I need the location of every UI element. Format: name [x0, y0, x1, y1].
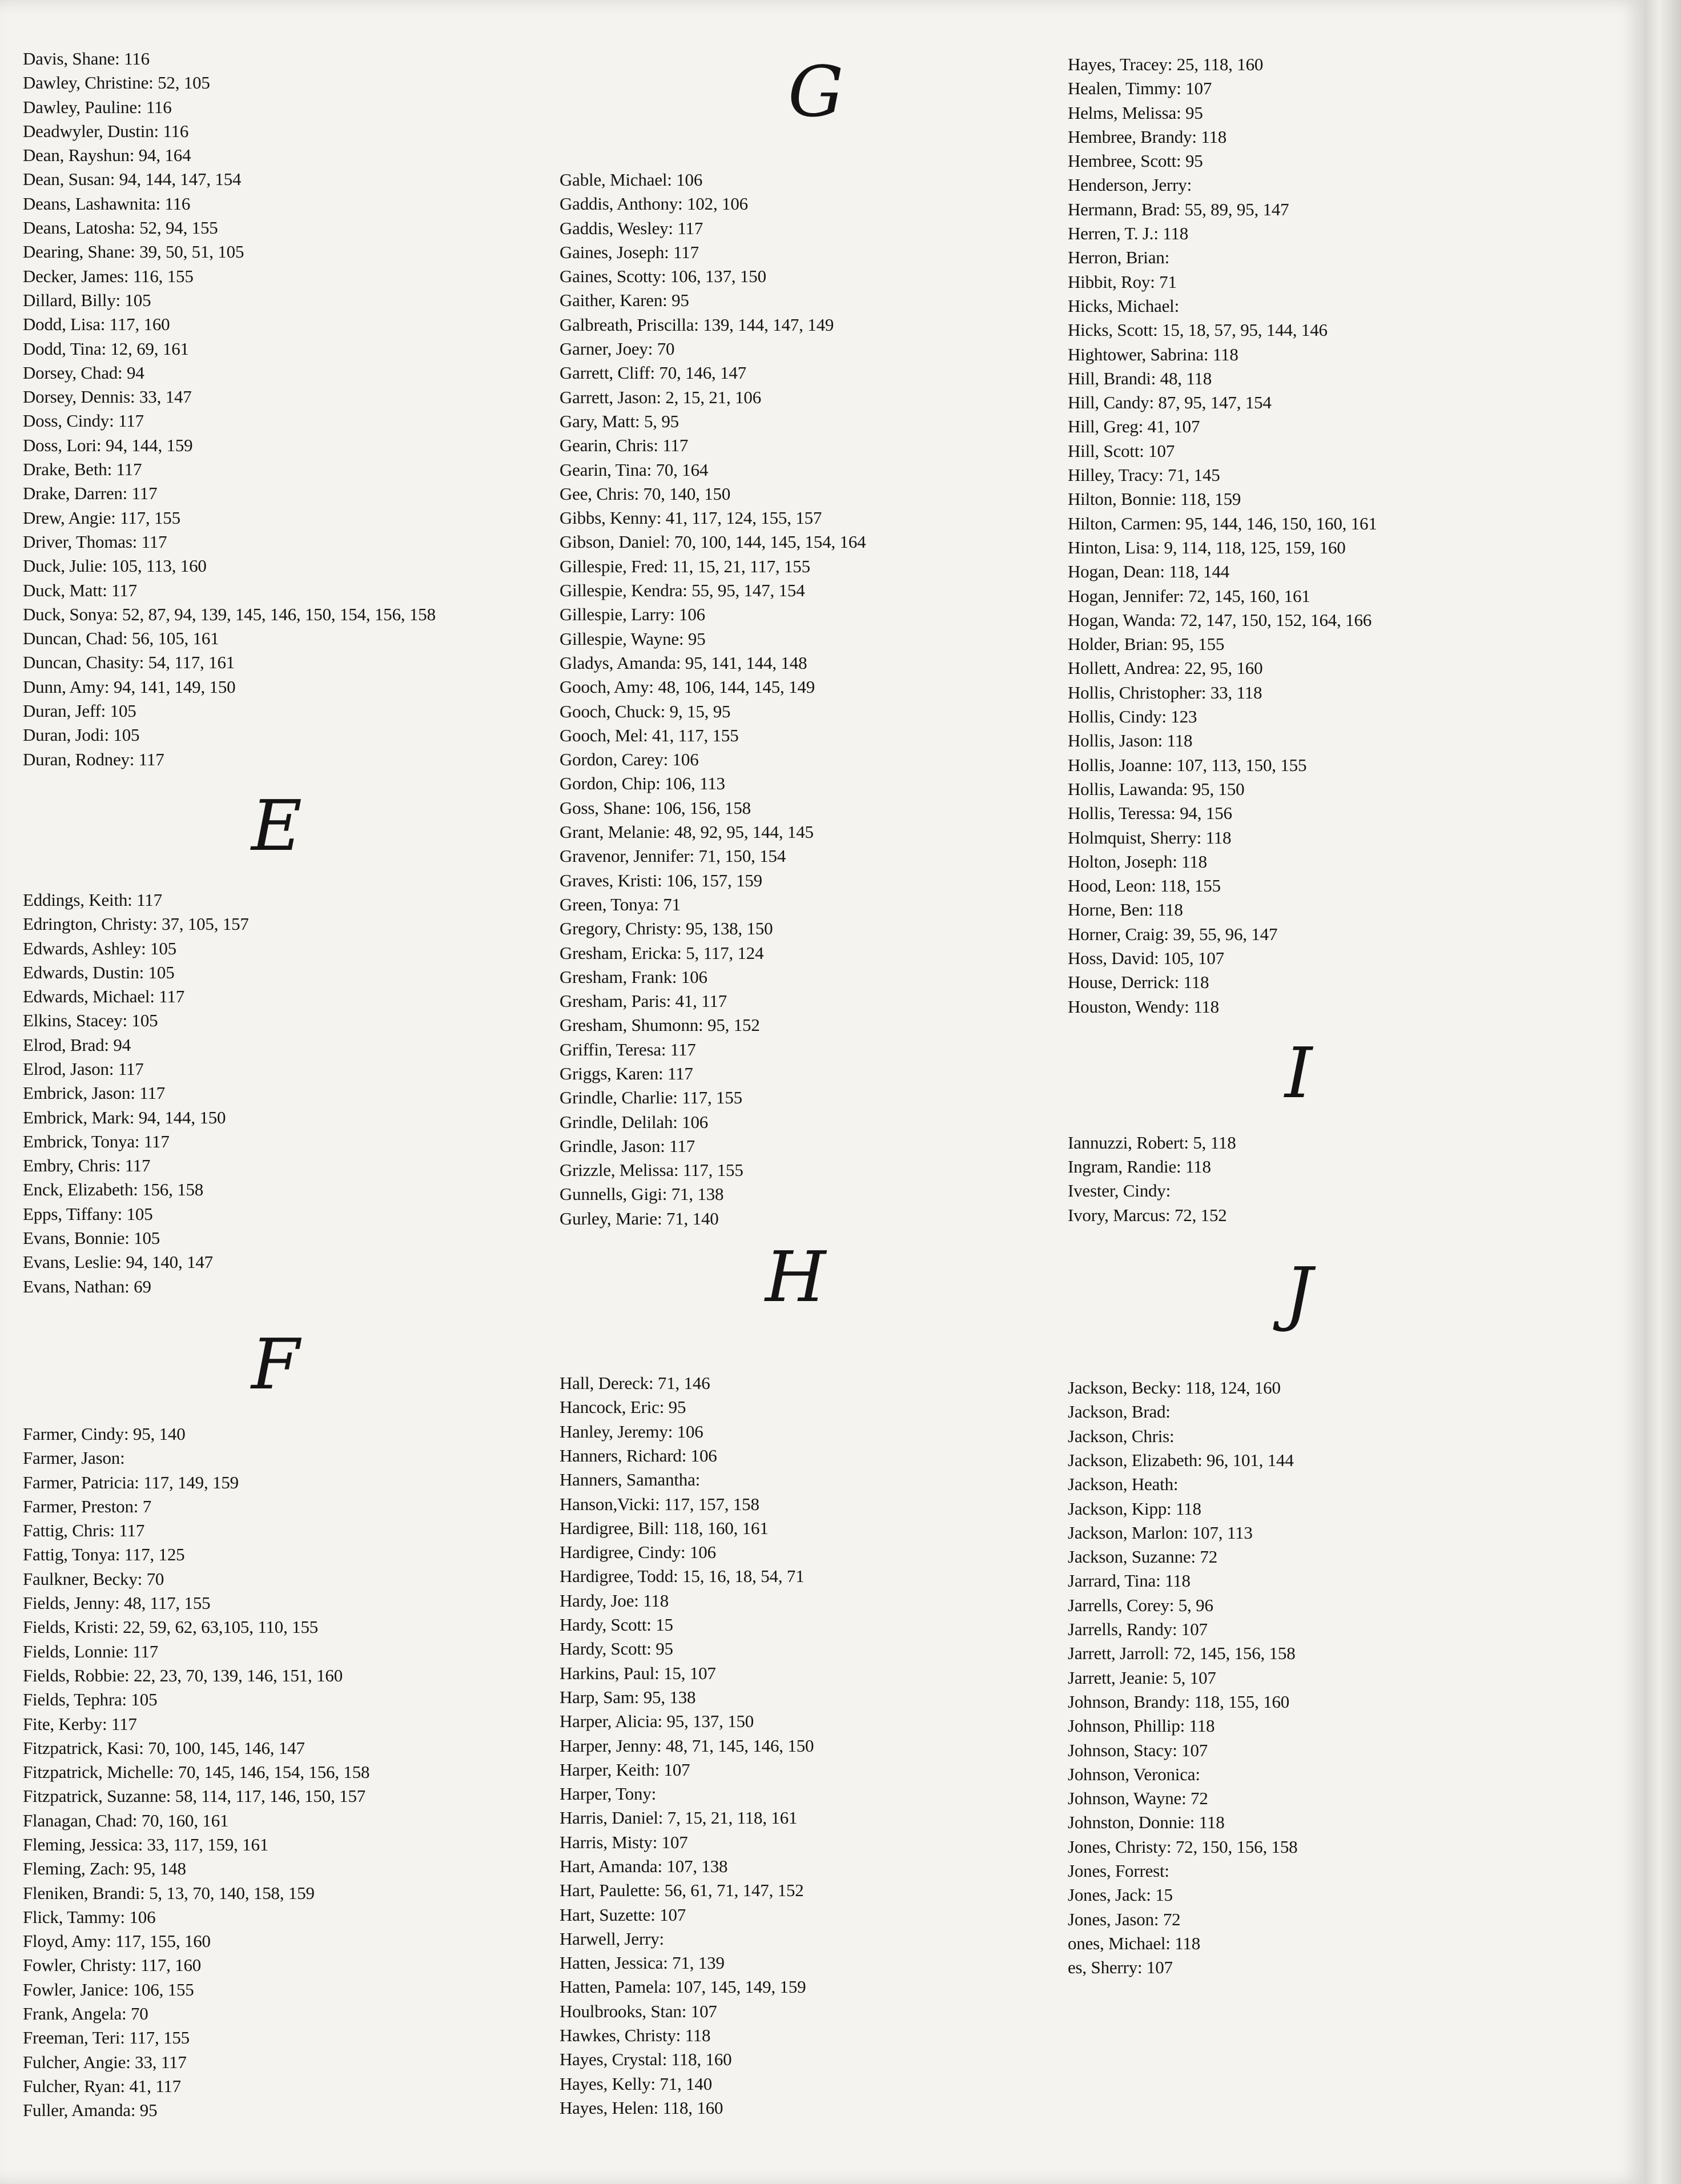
- index-entry: Jackson, Chris:: [1068, 1426, 1175, 1446]
- index-entry: Hollis, Lawanda: 95, 150: [1068, 778, 1245, 799]
- index-entry: Hollis, Christopher: 33, 118: [1068, 682, 1262, 702]
- index-entry: Harris, Misty: 107: [560, 1832, 688, 1852]
- index-entry: Evans, Leslie: 94, 140, 147: [23, 1252, 213, 1272]
- index-entry: Hanley, Jeremy: 106: [560, 1421, 703, 1442]
- index-entry: Duran, Rodney: 117: [23, 749, 164, 769]
- index-entry: Dodd, Lisa: 117, 160: [23, 314, 170, 335]
- index-entry: Hilley, Tracy: 71, 145: [1068, 465, 1220, 485]
- index-entry: Hinton, Lisa: 9, 114, 118, 125, 159, 160: [1068, 537, 1346, 557]
- index-entry: Gibson, Daniel: 70, 100, 144, 145, 154, 164: [560, 532, 866, 552]
- index-entry: Gillespie, Fred: 11, 15, 21, 117, 155: [560, 556, 810, 576]
- index-entry: Jarrells, Randy: 107: [1068, 1619, 1208, 1640]
- index-entry: Hood, Leon: 118, 155: [1068, 876, 1221, 896]
- index-entry: Gillespie, Kendra: 55, 95, 147, 154: [560, 580, 805, 601]
- index-entry: Elkins, Stacey: 105: [23, 1010, 158, 1031]
- index-entry: Duck, Julie: 105, 113, 160: [23, 556, 207, 576]
- section-h: [560, 1371, 1073, 2120]
- index-entry: Jackson, Heath:: [1068, 1474, 1179, 1495]
- index-entry: Evans, Nathan: 69: [23, 1276, 151, 1296]
- index-entry: Fields, Jenny: 48, 117, 155: [23, 1593, 211, 1613]
- index-entry: Johnson, Phillip: 118: [1068, 1716, 1215, 1736]
- index-entry: Gooch, Chuck: 9, 15, 95: [560, 701, 731, 721]
- index-entry: Hill, Scott: 107: [1068, 440, 1175, 461]
- index-entry: Dean, Rayshun: 94, 164: [23, 145, 191, 166]
- index-entry: Johnson, Veronica:: [1068, 1764, 1200, 1784]
- index-entry: Hightower, Sabrina: 118: [1068, 344, 1238, 364]
- index-entry: Harper, Keith: 107: [560, 1759, 690, 1780]
- index-entry: Edwards, Ashley: 105: [23, 938, 176, 958]
- index-entry: Dean, Susan: 94, 144, 147, 154: [23, 169, 242, 190]
- index-entry: Fitzpatrick, Suzanne: 58, 114, 117, 146, 150, 157: [23, 1786, 366, 1806]
- index-entry: Johnson, Stacy: 107: [1068, 1740, 1208, 1760]
- index-entry: Fattig, Tonya: 117, 125: [23, 1544, 185, 1565]
- index-entry: Edwards, Michael: 117: [23, 986, 185, 1007]
- index-entry: Fulcher, Ryan: 41, 117: [23, 2075, 181, 2096]
- index-entry: Jackson, Marlon: 107, 113: [1068, 1522, 1253, 1543]
- index-entry: Helms, Melissa: 95: [1068, 102, 1203, 123]
- index-entry: Duck, Sonya: 52, 87, 94, 139, 145, 146, 150, 154, 156, 158: [23, 604, 436, 624]
- index-entry: Doss, Cindy: 117: [23, 411, 144, 431]
- index-entry: Fleming, Zach: 95, 148: [23, 1858, 186, 1879]
- section-g: [560, 168, 1073, 1231]
- index-entry: Hatten, Jessica: 71, 139: [560, 1953, 725, 1973]
- index-entry: Embrick, Tonya: 117: [23, 1131, 170, 1151]
- index-entry: Hatten, Pamela: 107, 145, 149, 159: [560, 1977, 806, 1997]
- index-entry: Duncan, Chad: 56, 105, 161: [23, 628, 219, 649]
- index-entry: Hollis, Jason: 118: [1068, 730, 1193, 751]
- index-entry: Deadwyler, Dustin: 116: [23, 121, 189, 141]
- index-column-2: [560, 53, 1073, 2120]
- index-entry: Hart, Suzette: 107: [560, 1904, 686, 1925]
- index-entry: Hart, Paulette: 56, 61, 71, 147, 152: [560, 1880, 804, 1901]
- index-entry: Hardigree, Bill: 118, 160, 161: [560, 1517, 769, 1538]
- section-e: [23, 888, 537, 1299]
- index-entry: Hicks, Michael:: [1068, 295, 1180, 316]
- index-entry: Hanners, Samantha:: [560, 1470, 701, 1490]
- index-entry: Fitzpatrick, Kasi: 70, 100, 145, 146, 147: [23, 1737, 305, 1758]
- index-entry: Dearing, Shane: 39, 50, 51, 105: [23, 242, 244, 262]
- index-entry: Davis, Shane: 116: [23, 49, 150, 69]
- index-entry: Hayes, Tracey: 25, 118, 160: [1068, 54, 1264, 74]
- index-entry: Jarrard, Tina: 118: [1068, 1571, 1191, 1591]
- index-entry: Hembree, Scott: 95: [1068, 151, 1203, 171]
- page-edge: [1644, 0, 1681, 2184]
- index-entry: Grindle, Jason: 117: [560, 1135, 695, 1156]
- index-entry: Farmer, Patricia: 117, 149, 159: [23, 1472, 239, 1492]
- index-entry: Gaddis, Wesley: 117: [560, 218, 703, 238]
- index-entry: Gooch, Mel: 41, 117, 155: [560, 725, 739, 745]
- letter-heading-f: F: [251, 1323, 300, 1405]
- index-entry: Fields, Lonnie: 117: [23, 1641, 159, 1661]
- index-entry: Hawkes, Christy: 118: [560, 2025, 711, 2046]
- index-entry: Griffin, Teresa: 117: [560, 1039, 696, 1059]
- index-entry: Hanners, Richard: 106: [560, 1445, 717, 1466]
- index-entry: Gresham, Shumonn: 95, 152: [560, 1015, 760, 1035]
- index-entry: Holder, Brian: 95, 155: [1068, 634, 1225, 655]
- letter-heading-j: J: [1285, 1252, 1313, 1334]
- index-entry: ones, Michael: 118: [1068, 1933, 1201, 1953]
- index-entry: Drake, Darren: 117: [23, 483, 158, 504]
- index-entry: Fowler, Janice: 106, 155: [23, 1979, 194, 2000]
- index-entry: Harper, Jenny: 48, 71, 145, 146, 150: [560, 1735, 814, 1756]
- index-entry: Deans, Lashawnita: 116: [23, 193, 191, 214]
- index-entry: Hollis, Teressa: 94, 156: [1068, 803, 1232, 824]
- index-entry: Fowler, Christy: 117, 160: [23, 1955, 202, 1976]
- index-entry: Hollis, Joanne: 107, 113, 150, 155: [1068, 754, 1307, 775]
- index-entry: Gurley, Marie: 71, 140: [560, 1208, 719, 1228]
- index-entry: Harkins, Paul: 15, 107: [560, 1663, 716, 1683]
- letter-heading-h: H: [765, 1236, 826, 1318]
- index-entry: Jackson, Elizabeth: 96, 101, 144: [1068, 1450, 1294, 1470]
- index-entry: Hardy, Joe: 118: [560, 1590, 669, 1611]
- index-entry: Fattig, Chris: 117: [23, 1520, 145, 1541]
- index-entry: Duran, Jodi: 105: [23, 725, 140, 745]
- index-entry: Johnston, Donnie: 118: [1068, 1812, 1225, 1833]
- index-entry: Griggs, Karen: 117: [560, 1063, 693, 1083]
- index-entry: House, Derrick: 118: [1068, 972, 1209, 993]
- letter-heading-e: E: [251, 785, 303, 866]
- index-entry: Gillespie, Larry: 106: [560, 604, 705, 625]
- index-entry: Gearin, Chris: 117: [560, 435, 689, 456]
- index-entry: Houlbrooks, Stan: 107: [560, 2001, 717, 2021]
- index-entry: Herren, T. J.: 118: [1068, 223, 1189, 244]
- index-entry: Jarrett, Jeanie: 5, 107: [1068, 1667, 1216, 1688]
- index-entry: Dodd, Tina: 12, 69, 161: [23, 338, 189, 359]
- index-entry: Gooch, Amy: 48, 106, 144, 145, 149: [560, 677, 815, 697]
- index-entry: Frank, Angela: 70: [23, 2004, 148, 2024]
- index-entry: Grindle, Delilah: 106: [560, 1111, 709, 1132]
- letter-heading-i: I: [1285, 1032, 1313, 1114]
- index-entry: Jones, Jack: 15: [1068, 1885, 1173, 1905]
- index-entry: Gresham, Frank: 106: [560, 966, 707, 987]
- index-entry: Jackson, Kipp: 118: [1068, 1498, 1201, 1519]
- index-entry: Jones, Jason: 72: [1068, 1909, 1181, 1929]
- index-entry: Harper, Alicia: 95, 137, 150: [560, 1711, 754, 1732]
- index-entry: Garner, Joey: 70: [560, 339, 675, 359]
- index-entry: Hembree, Brandy: 118: [1068, 126, 1227, 147]
- index-entry: Gregory, Christy: 95, 138, 150: [560, 918, 773, 939]
- index-entry: Drew, Angie: 117, 155: [23, 507, 180, 528]
- index-entry: Gresham, Paris: 41, 117: [560, 991, 727, 1011]
- index-entry: Harp, Sam: 95, 138: [560, 1687, 696, 1707]
- index-entry: Gibbs, Kenny: 41, 117, 124, 155, 157: [560, 508, 822, 528]
- index-entry: Hicks, Scott: 15, 18, 57, 95, 144, 146: [1068, 320, 1328, 340]
- index-entry: Galbreath, Priscilla: 139, 144, 147, 149: [560, 314, 834, 335]
- index-entry: Grindle, Charlie: 117, 155: [560, 1087, 742, 1108]
- index-entry: Jones, Christy: 72, 150, 156, 158: [1068, 1836, 1298, 1857]
- index-entry: Iannuzzi, Robert: 5, 118: [1068, 1132, 1236, 1153]
- letter-heading-g: G: [788, 51, 844, 133]
- index-entry: Hayes, Kelly: 71, 140: [560, 2073, 713, 2094]
- index-entry: Farmer, Cindy: 95, 140: [23, 1423, 186, 1444]
- index-entry: Ivester, Cindy:: [1068, 1181, 1171, 1201]
- index-entry: Decker, James: 116, 155: [23, 266, 194, 286]
- index-entry: Freeman, Teri: 117, 155: [23, 2028, 190, 2048]
- index-entry: Fite, Kerby: 117: [23, 1713, 137, 1734]
- index-entry: Fulcher, Angie: 33, 117: [23, 2051, 187, 2072]
- index-entry: Hogan, Jennifer: 72, 145, 160, 161: [1068, 585, 1310, 606]
- index-entry: Harper, Tony:: [560, 1784, 657, 1804]
- index-entry: Hardy, Scott: 15: [560, 1615, 673, 1635]
- index-entry: Dillard, Billy: 105: [23, 290, 151, 310]
- index-entry: Drake, Beth: 117: [23, 459, 142, 480]
- index-entry: Embry, Chris: 117: [23, 1155, 151, 1176]
- index-entry: Herron, Brian:: [1068, 247, 1169, 268]
- index-entry: Hayes, Helen: 118, 160: [560, 2097, 723, 2118]
- index-entry: Evans, Bonnie: 105: [23, 1228, 160, 1248]
- index-entry: Gunnells, Gigi: 71, 138: [560, 1184, 724, 1205]
- index-entry: Goss, Shane: 106, 156, 158: [560, 797, 751, 818]
- index-entry: Fields, Robbie: 22, 23, 70, 139, 146, 151, 160: [23, 1665, 343, 1685]
- index-entry: Hart, Amanda: 107, 138: [560, 1856, 728, 1876]
- index-entry: Fitzpatrick, Michelle: 70, 145, 146, 154, 156, 158: [23, 1762, 370, 1782]
- index-entry: Faulkner, Becky: 70: [23, 1568, 164, 1589]
- index-entry: Hollett, Andrea: 22, 95, 160: [1068, 658, 1263, 679]
- index-column-3: [1068, 53, 1582, 1980]
- index-entry: Gillespie, Wayne: 95: [560, 628, 706, 649]
- index-entry: Driver, Thomas: 117: [23, 531, 167, 552]
- index-entry: Holton, Joseph: 118: [1068, 851, 1207, 872]
- index-entry: Hoss, David: 105, 107: [1068, 948, 1224, 968]
- index-entry: Gary, Matt: 5, 95: [560, 411, 679, 431]
- index-entry: Jackson, Becky: 118, 124, 160: [1068, 1378, 1281, 1398]
- index-entry: Hill, Greg: 41, 107: [1068, 416, 1200, 437]
- index-entry: Fuller, Amanda: 95: [23, 2100, 158, 2121]
- index-entry: Edwards, Dustin: 105: [23, 962, 175, 982]
- index-entry: Dawley, Pauline: 116: [23, 97, 172, 117]
- index-entry: Duck, Matt: 117: [23, 580, 137, 600]
- section-i: [1068, 1131, 1582, 1227]
- index-entry: Henderson, Jerry:: [1068, 175, 1192, 195]
- index-column-1: [23, 47, 537, 2123]
- index-entry: Edrington, Christy: 37, 105, 157: [23, 914, 249, 934]
- index-entry: Fields, Tephra: 105: [23, 1689, 158, 1710]
- index-entry: Elrod, Jason: 117: [23, 1058, 144, 1079]
- index-entry: Gladys, Amanda: 95, 141, 144, 148: [560, 652, 807, 673]
- index-entry: Gee, Chris: 70, 140, 150: [560, 483, 731, 504]
- index-entry: Embrick, Mark: 94, 144, 150: [23, 1107, 226, 1127]
- index-entry: Hogan, Dean: 118, 144: [1068, 561, 1230, 582]
- index-entry: Dunn, Amy: 94, 141, 149, 150: [23, 676, 236, 697]
- index-entry: Horne, Ben: 118: [1068, 900, 1183, 920]
- index-entry: Farmer, Preston: 7: [23, 1496, 152, 1516]
- index-entry: Garrett, Cliff: 70, 146, 147: [560, 363, 747, 383]
- index-entry: Hardy, Scott: 95: [560, 1639, 673, 1659]
- index-entry: Hibbit, Roy: 71: [1068, 271, 1177, 292]
- index-entry: Dorsey, Dennis: 33, 147: [23, 387, 192, 407]
- index-entry: Hardigree, Cindy: 106: [560, 1542, 716, 1563]
- index-entry: Hilton, Bonnie: 118, 159: [1068, 489, 1241, 509]
- index-entry: Hardigree, Todd: 15, 16, 18, 54, 71: [560, 1566, 805, 1587]
- index-entry: Hogan, Wanda: 72, 147, 150, 152, 164, 166: [1068, 609, 1372, 630]
- index-entry: Gaines, Joseph: 117: [560, 242, 699, 262]
- index-entry: Jones, Forrest:: [1068, 1861, 1169, 1881]
- index-entry: Gordon, Carey: 106: [560, 749, 699, 770]
- index-entry: Embrick, Jason: 117: [23, 1083, 166, 1103]
- index-entry: Hilton, Carmen: 95, 144, 146, 150, 160, 161: [1068, 513, 1377, 533]
- index-entry: Ingram, Randie: 118: [1068, 1157, 1211, 1177]
- index-entry: Deans, Latosha: 52, 94, 155: [23, 218, 218, 238]
- index-entry: Flanagan, Chad: 70, 160, 161: [23, 1810, 229, 1830]
- index-entry: Floyd, Amy: 117, 155, 160: [23, 1931, 211, 1952]
- index-entry: Healen, Timmy: 107: [1068, 78, 1212, 99]
- section-f: [23, 1422, 537, 2123]
- index-entry: Hanson,Vicki: 117, 157, 158: [560, 1494, 759, 1514]
- section-h-continued: [1068, 53, 1582, 1019]
- index-entry: Eddings, Keith: 117: [23, 889, 162, 910]
- index-entry: Gearin, Tina: 70, 164: [560, 459, 709, 480]
- index-entry: Flick, Tammy: 106: [23, 1906, 156, 1927]
- index-entry: Johnson, Wayne: 72: [1068, 1788, 1208, 1809]
- index-entry: Green, Tonya: 71: [560, 894, 681, 914]
- index-entry: Hermann, Brad: 55, 89, 95, 147: [1068, 199, 1289, 219]
- index-entry: Harris, Daniel: 7, 15, 21, 118, 161: [560, 1808, 798, 1828]
- index-entry: Houston, Wendy: 118: [1068, 996, 1219, 1017]
- section-j: [1068, 1376, 1582, 1980]
- index-entry: Doss, Lori: 94, 144, 159: [23, 435, 193, 455]
- index-entry: Holmquist, Sherry: 118: [1068, 827, 1232, 848]
- index-entry: Grant, Melanie: 48, 92, 95, 144, 145: [560, 822, 814, 842]
- index-entry: Gaddis, Anthony: 102, 106: [560, 194, 748, 214]
- index-entry: Gresham, Ericka: 5, 117, 124: [560, 942, 764, 963]
- index-entry: Hayes, Crystal: 118, 160: [560, 2049, 732, 2070]
- index-entry: Gable, Michael: 106: [560, 170, 703, 190]
- section-d-continued: [23, 47, 537, 772]
- index-entry: Hill, Candy: 87, 95, 147, 154: [1068, 392, 1272, 413]
- index-entry: Epps, Tiffany: 105: [23, 1203, 153, 1224]
- index-entry: Horner, Craig: 39, 55, 96, 147: [1068, 924, 1278, 944]
- index-entry: Grizzle, Melissa: 117, 155: [560, 1160, 743, 1181]
- index-entry: Harwell, Jerry:: [560, 1928, 664, 1949]
- index-entry: Duran, Jeff: 105: [23, 701, 136, 721]
- index-entry: Jarrells, Corey: 5, 96: [1068, 1595, 1213, 1615]
- index-entry: Hancock, Eric: 95: [560, 1397, 686, 1418]
- index-entry: Gravenor, Jennifer: 71, 150, 154: [560, 846, 786, 866]
- index-entry: Johnson, Brandy: 118, 155, 160: [1068, 1691, 1290, 1712]
- index-entry: Dawley, Christine: 52, 105: [23, 73, 210, 93]
- index-entry: Jackson, Brad:: [1068, 1402, 1171, 1422]
- index-entry: Duncan, Chasity: 54, 117, 161: [23, 652, 235, 673]
- index-entry: Fleming, Jessica: 33, 117, 159, 161: [23, 1834, 269, 1854]
- index-entry: Gaither, Karen: 95: [560, 290, 689, 311]
- index-entry: Garrett, Jason: 2, 15, 21, 106: [560, 387, 762, 407]
- index-entry: Jarrett, Jarroll: 72, 145, 156, 158: [1068, 1643, 1296, 1664]
- index-entry: Graves, Kristi: 106, 157, 159: [560, 870, 762, 890]
- index-entry: Hill, Brandi: 48, 118: [1068, 368, 1212, 388]
- index-entry: Jackson, Suzanne: 72: [1068, 1547, 1218, 1567]
- index-entry: Hollis, Cindy: 123: [1068, 706, 1197, 727]
- index-entry: Hall, Dereck: 71, 146: [560, 1373, 710, 1394]
- index-entry: es, Sherry: 107: [1068, 1957, 1173, 1978]
- index-entry: Dorsey, Chad: 94: [23, 362, 144, 383]
- index-entry: Gaines, Scotty: 106, 137, 150: [560, 266, 766, 287]
- index-entry: Fleniken, Brandi: 5, 13, 70, 140, 158, 159: [23, 1882, 315, 1903]
- index-entry: Elrod, Brad: 94: [23, 1034, 131, 1055]
- index-entry: Gordon, Chip: 106, 113: [560, 773, 725, 794]
- index-entry: Farmer, Jason:: [23, 1448, 125, 1468]
- index-entry: Ivory, Marcus: 72, 152: [1068, 1205, 1227, 1225]
- index-entry: Fields, Kristi: 22, 59, 62, 63,105, 110, 155: [23, 1617, 319, 1637]
- index-entry: Enck, Elizabeth: 156, 158: [23, 1179, 204, 1200]
